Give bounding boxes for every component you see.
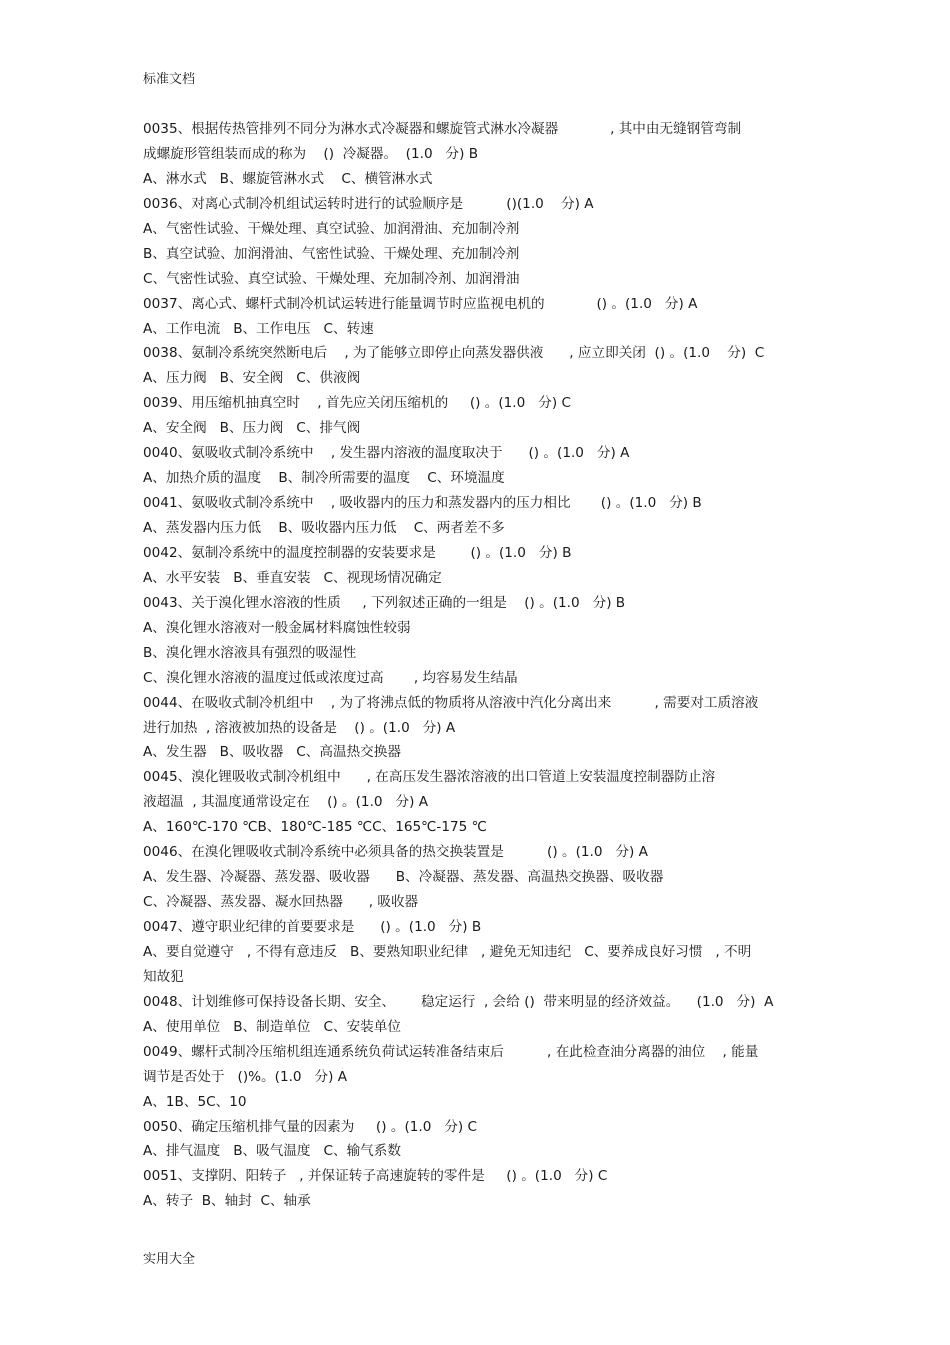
text-line: A、加热介质的温度 B、制冷所需要的温度 C、环境温度: [143, 470, 505, 487]
text-line: 0037、离心式、螺杆式制冷机试运转进行能量调节时应监视电机的 () 。(1.0 分) A: [143, 295, 698, 312]
text-line: A、发生器、冷凝器、蒸发器、吸收器 B、冷凝器、蒸发器、高温热交换器、吸收器: [143, 869, 664, 886]
text-line: 0046、在溴化锂吸收式制冷系统中必须具备的热交换装置是 () 。(1.0 分) A: [143, 844, 648, 861]
text-line: 0049、螺杆式制冷压缩机组连通系统负荷试运转准备结束后 , 在此检查油分离器的油位 , 能量: [143, 1043, 759, 1060]
text-line: 0045、溴化锂吸收式制冷机组中 , 在高压发生器浓溶液的出口管道上安装温度控制器防止溶: [143, 769, 716, 786]
text-line: 0048、计划维修可保持设备长期、安全、 稳定运行 , 会给 () 带来明显的经济效益。 (1.0 分) A: [143, 993, 774, 1010]
text-line: A、蒸发器内压力低 B、吸收器内压力低 C、两者差不多: [143, 520, 505, 536]
text-line: 0041、氨吸收式制冷系统中 , 吸收器内的压力和蒸发器内的压力相比 () 。(1.0 分) B: [143, 495, 702, 512]
text-line: 进行加热 , 溶液被加热的设备是 () 。(1.0 分) A: [143, 719, 456, 736]
page-header: 标准文档: [143, 72, 196, 87]
text-line: A、发生器 B、吸收器 C、高温热交换器: [143, 744, 401, 761]
text-line: 0044、在吸收式制冷机组中 , 为了将沸点低的物质将从溶液中汽化分离出来 , 需要对工质溶液: [143, 694, 759, 711]
text-line: 0039、用压缩机抽真空时 , 首先应关闭压缩机的 () 。(1.0 分) C: [143, 395, 571, 412]
text-line: A、使用单位 B、制造单位 C、安装单位: [143, 1018, 401, 1035]
text-line: A、淋水式 B、螺旋管淋水式 C、横管淋水式: [143, 170, 433, 187]
text-line: A、工作电流 B、工作电压 C、转速: [143, 320, 374, 337]
text-line: 知故犯: [143, 968, 184, 985]
text-line: A、排气温度 B、吸气温度 C、输气系数: [143, 1143, 401, 1160]
text-line: A、气密性试验、干燥处理、真空试验、加润滑油、充加制冷剂: [143, 220, 520, 237]
text-line: 0050、确定压缩机排气量的因素为 () 。(1.0 分) C: [143, 1118, 478, 1135]
text-line: C、冷凝器、蒸发器、凝水回热器 , 吸收器: [143, 894, 419, 911]
text-line: A、160℃-170 ℃B、180℃-185 ℃C、165℃-175 ℃: [143, 819, 487, 836]
text-line: 0035、根据传热管排列不同分为淋水式冷凝器和螺旋管式淋水冷凝器 , 其中由无缝钢管弯制: [143, 121, 742, 137]
text-line: A、1B、5C、10: [143, 1093, 247, 1110]
text-line: A、安全阀 B、压力阀 C、排气阀: [143, 420, 361, 437]
text-line: A、溴化锂水溶液对一般金属材料腐蚀性较弱: [143, 619, 411, 636]
text-line: 0042、氨制冷系统中的温度控制器的安装要求是 () 。(1.0 分) B: [143, 544, 572, 561]
question-list: [143, 117, 823, 1214]
text-line: A、转子 B、轴封 C、轴承: [143, 1193, 311, 1210]
text-line: C、溴化锂水溶液的温度过低或浓度过高 , 均容易发生结晶: [143, 669, 518, 686]
text-line: 0040、氨吸收式制冷系统中 , 发生器内溶液的温度取决于 () 。(1.0 分) A: [143, 445, 630, 462]
text-line: 调节是否处于 ()%。(1.0 分) A: [143, 1068, 348, 1085]
text-line: 液超温 , 其温度通常设定在 () 。(1.0 分) A: [143, 794, 429, 811]
text-line: 0051、支撑阴、阳转子 , 并保证转子高速旋转的零件是 () 。(1.0 分) C: [143, 1168, 608, 1185]
text-line: 0036、对离心式制冷机组试运转时进行的试验顺序是 ()(1.0 分) A: [143, 195, 594, 212]
text-line: 0043、关于溴化锂水溶液的性质 , 下列叙述正确的一组是 () 。(1.0 分) B: [143, 594, 626, 611]
text-line: 成螺旋形管组装而成的称为 () 冷凝器。 (1.0 分) B: [143, 145, 479, 162]
text-line: A、要自觉遵守 , 不得有意违反 B、要熟知职业纪律 , 避免无知违纪 C、要养成良好习惯 , 不明: [143, 943, 752, 960]
text-line: B、真空试验、加润滑油、气密性试验、干燥处理、充加制冷剂: [143, 245, 520, 262]
text-line: A、压力阀 B、安全阀 C、供液阀: [143, 370, 361, 387]
text-line: C、气密性试验、真空试验、干燥处理、充加制冷剂、加润滑油: [143, 270, 520, 287]
text-line: 0047、遵守职业纪律的首要要求是 () 。(1.0 分) B: [143, 919, 482, 935]
text-line: 0038、氨制冷系统突然断电后 , 为了能够立即停止向蒸发器供液 , 应立即关闭 () 。(1.0 分) C: [143, 345, 765, 362]
page-footer: 实用大全: [143, 1252, 196, 1267]
text-line: B、溴化锂水溶液具有强烈的吸湿性: [143, 644, 357, 661]
text-line: A、水平安装 B、垂直安装 C、视现场情况确定: [143, 569, 442, 586]
